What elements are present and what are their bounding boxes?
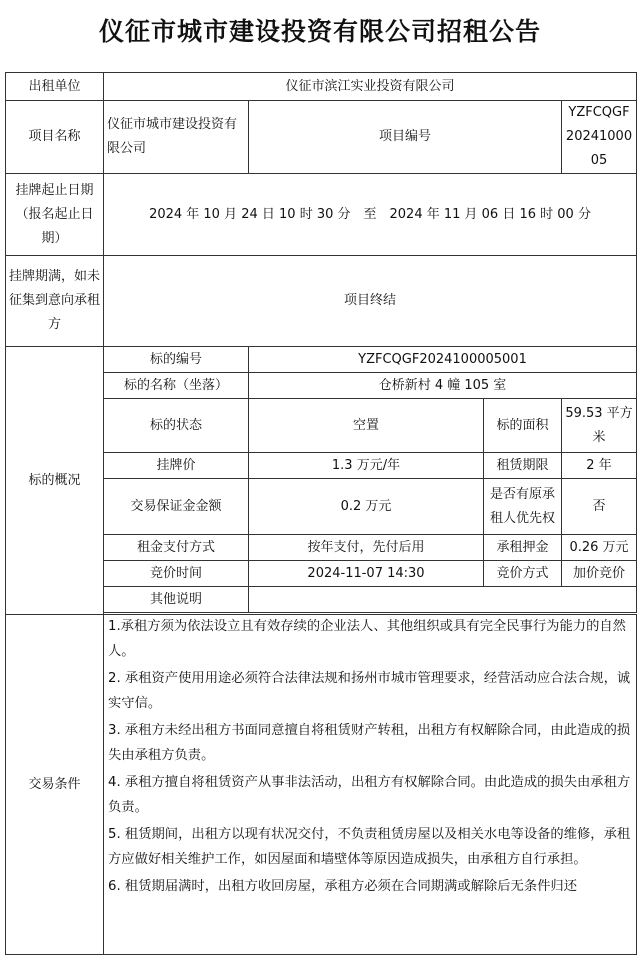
- term-value: 2 年: [562, 453, 637, 479]
- deposit-label: 交易保证金金额: [104, 479, 249, 535]
- expiry-row: [6, 256, 637, 347]
- price-value: 1.3 万元/年: [249, 453, 484, 479]
- bid-method-value: 加价竞价: [562, 561, 637, 587]
- expiry-label: 挂牌期满，如未征集到意向承租方: [6, 256, 104, 347]
- bid-time-value: 2024-11-07 14:30: [249, 561, 484, 587]
- overview-label: 标的概况: [6, 347, 104, 615]
- lessor-value: 仪征市滨江实业投资有限公司: [104, 73, 637, 101]
- conditions-label: 交易条件: [6, 615, 104, 955]
- notice-table: [5, 72, 637, 955]
- area-label: 标的面积: [484, 399, 562, 453]
- condition-item: 2. 承租资产使用用途必须符合法律法规和扬州市城市管理要求，经营活动应合法合规，诚实守信。: [108, 671, 631, 711]
- lessor-label: 出租单位: [6, 73, 104, 101]
- payment-value: 按年支付，先付后用: [249, 535, 484, 561]
- status-value: 空置: [249, 399, 484, 453]
- condition-item: 1.承租方须为依法设立且有效存续的企业法人、其他组织或具有完全民事行为能力的自然人。: [108, 619, 626, 659]
- condition-item: 6. 租赁期届满时，出租方收回房屋，承租方必须在合同期满或解除后无条件归还: [108, 879, 578, 894]
- priority-value: 否: [562, 479, 637, 535]
- condition-item: 5. 租赁期间，出租方以现有状况交付，不负责租赁房屋以及相关水电等设备的维修，承租方应做好相关维护工作，如因屋面和墙壁体等原因造成损失，由承租方自行承担。: [108, 827, 631, 867]
- other-label: 其他说明: [104, 587, 249, 613]
- status-label: 标的状态: [104, 399, 249, 453]
- listing-period-row: [6, 174, 637, 256]
- project-name-label: 项目名称: [6, 101, 104, 174]
- rent-deposit-label: 承租押金: [484, 535, 562, 561]
- bid-time-label: 竞价时间: [104, 561, 249, 587]
- target-name-label: 标的名称（坐落）: [104, 373, 249, 399]
- overview-row: [6, 347, 637, 373]
- payment-label: 租金支付方式: [104, 535, 249, 561]
- lessor-row: [6, 73, 637, 101]
- other-value: [249, 587, 637, 613]
- deposit-value: 0.2 万元: [249, 479, 484, 535]
- price-label: 挂牌价: [104, 453, 249, 479]
- conditions-content: [104, 615, 637, 955]
- term-label: 租赁期限: [484, 453, 562, 479]
- project-row: [6, 101, 637, 174]
- project-code-label: 项目编号: [249, 101, 562, 174]
- condition-item: 3. 承租方未经出租方书面同意擅自将租赁财产转租，出租方有权解除合同，由此造成的损失由承租方负责。: [108, 723, 631, 763]
- page-title: 仪征市城市建设投资有限公司招租公告: [98, 17, 541, 46]
- area-value: 59.53 平方米: [562, 399, 637, 453]
- expiry-value: 项目终结: [104, 256, 637, 347]
- condition-item: 4. 承租方擅自将租赁资产从事非法活动，出租方有权解除合同。由此造成的损失由承租方负责。: [108, 775, 631, 815]
- project-code-value: YZFCQGF2024100005: [562, 101, 637, 174]
- listing-period-value: 2024 年 10 月 24 日 10 时 30 分 至 2024 年 11 月 06 日 16 时 00 分: [104, 174, 637, 256]
- target-code-label: 标的编号: [104, 347, 249, 373]
- conditions-row: [6, 615, 637, 955]
- target-name-value: 仓桥新村 4 幢 105 室: [249, 373, 637, 399]
- priority-label: 是否有原承租人优先权: [484, 479, 562, 535]
- target-code-value: YZFCQGF2024100005001: [249, 347, 637, 373]
- listing-period-label: 挂牌起止日期（报名起止日期）: [6, 174, 104, 256]
- rent-deposit-value: 0.26 万元: [562, 535, 637, 561]
- bid-method-label: 竞价方式: [484, 561, 562, 587]
- project-name-value: 仪征市城市建设投资有限公司: [104, 101, 249, 174]
